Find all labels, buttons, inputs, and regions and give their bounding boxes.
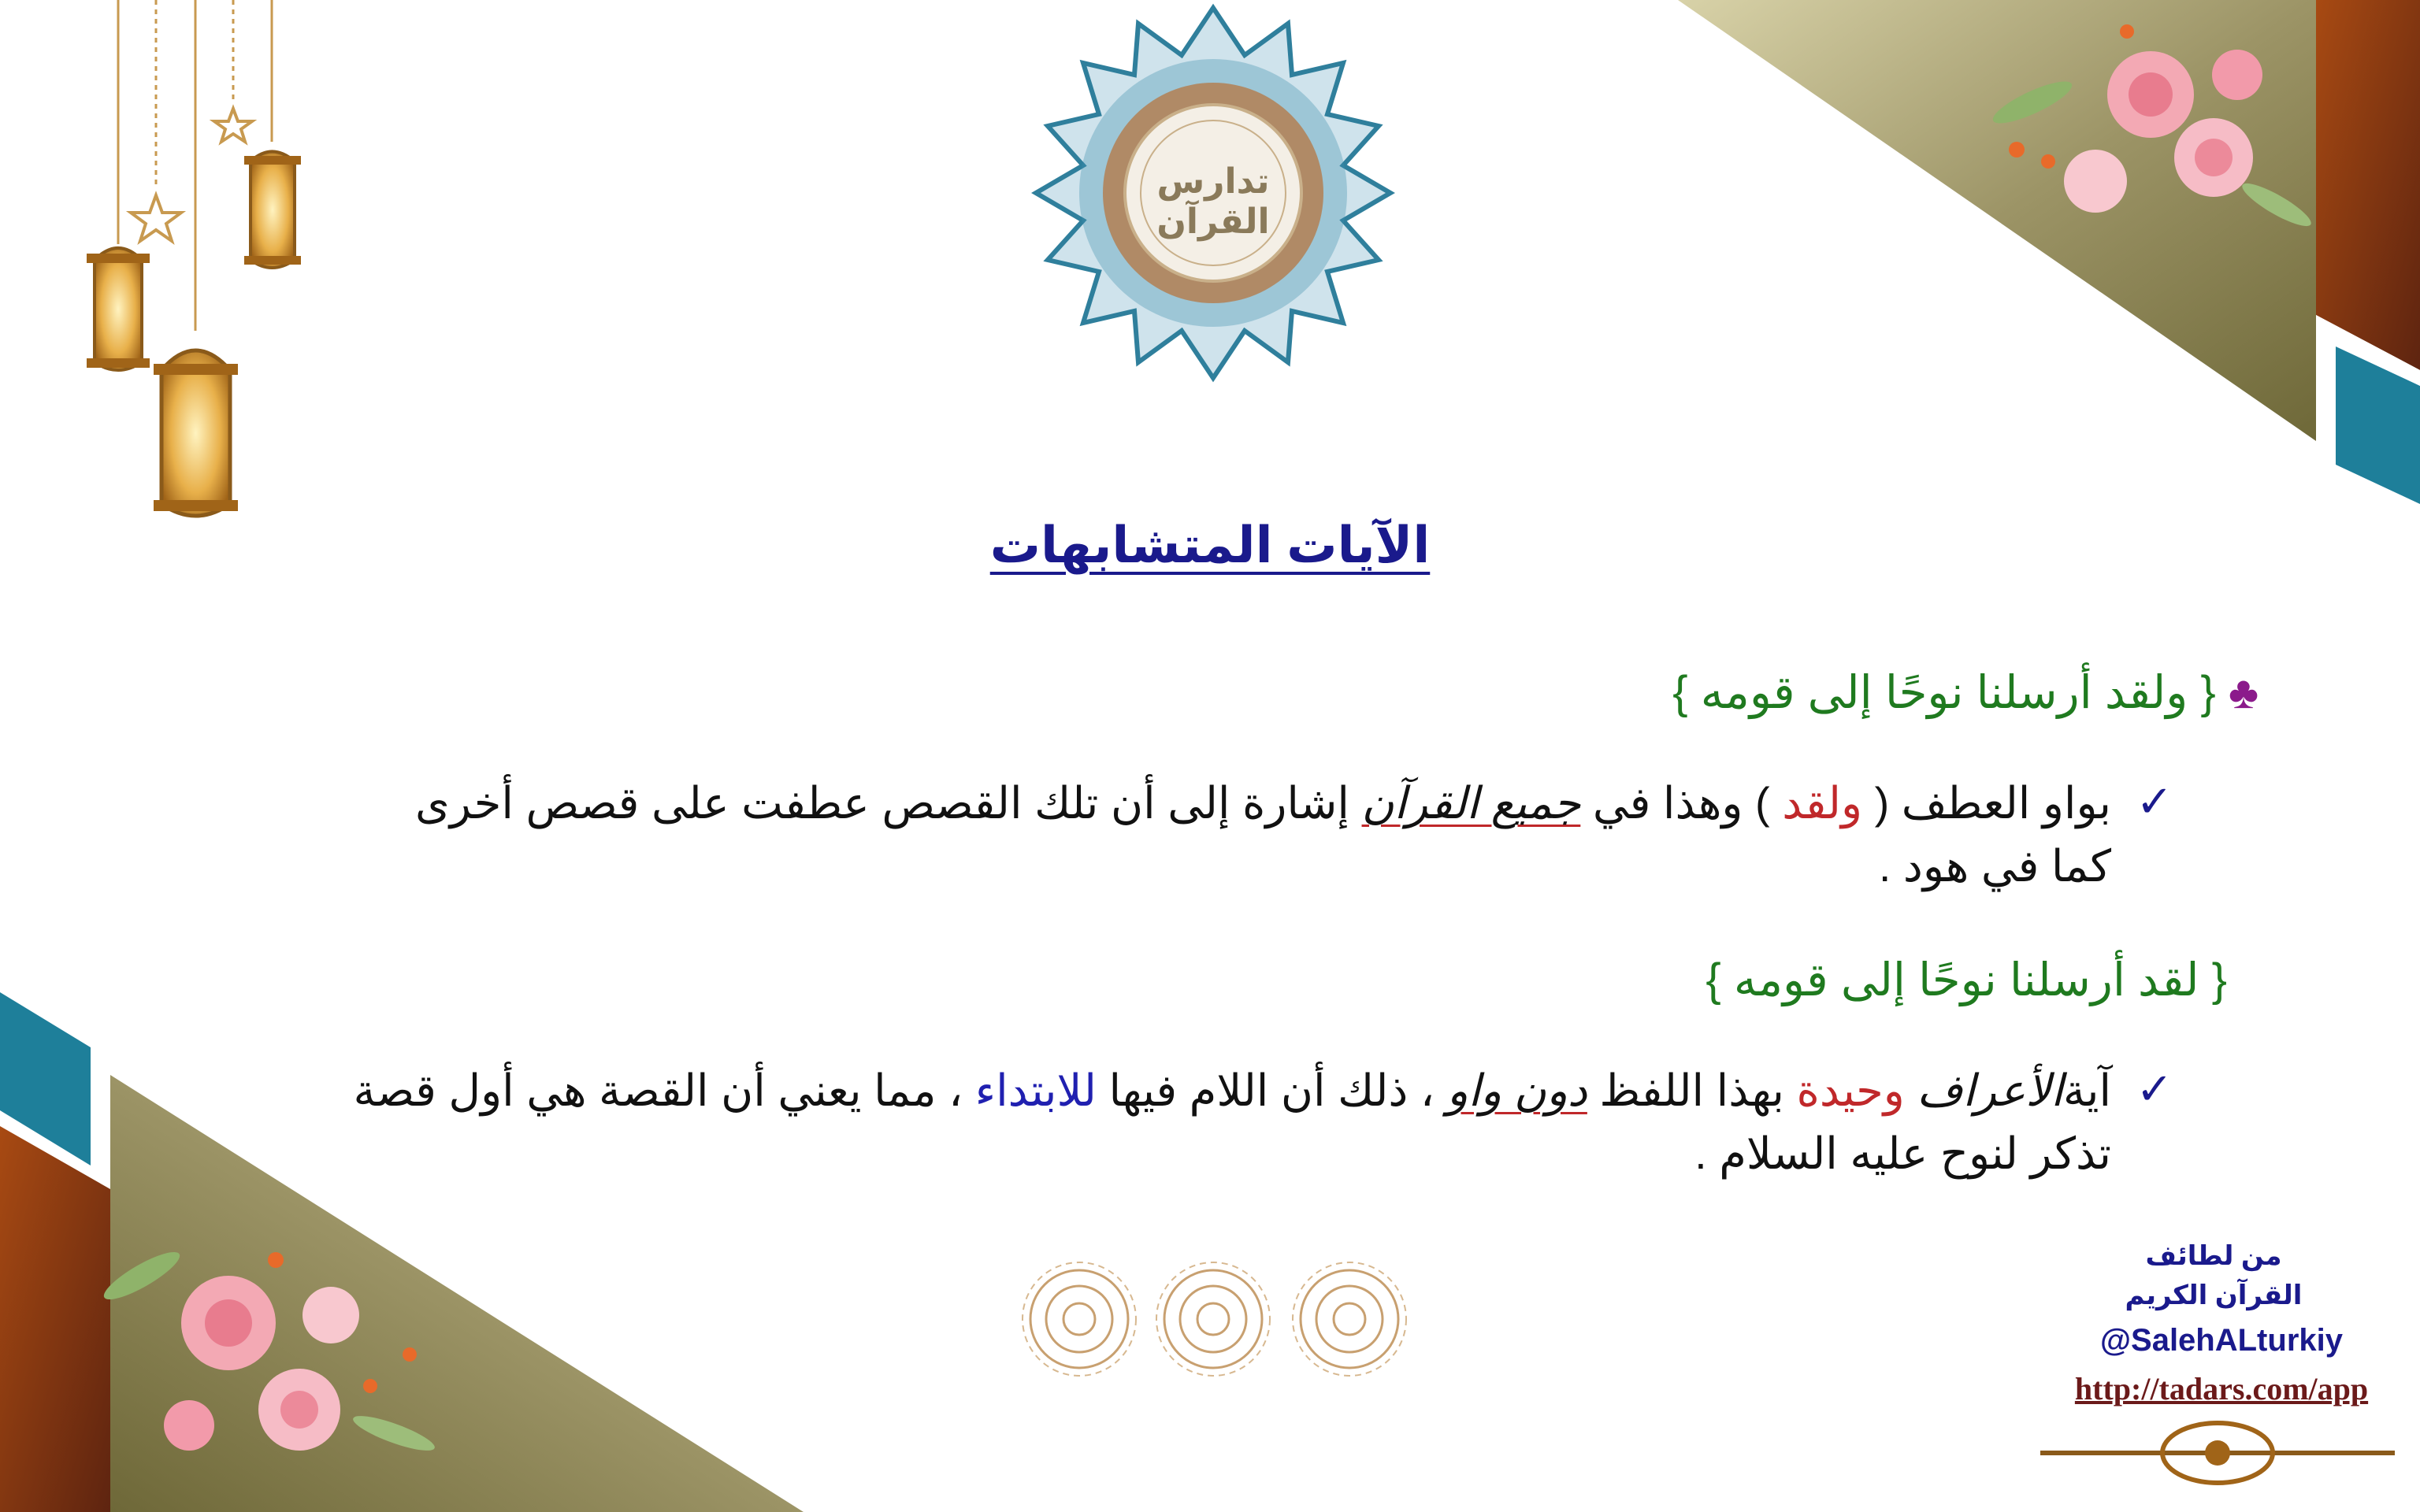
check-icon: ✓ (2136, 1064, 2173, 1114)
stars (131, 109, 252, 241)
p2-italic-aaraf: الأعراف (1917, 1065, 2063, 1115)
paragraph-1-line-2: كما في هود . (1878, 841, 2111, 891)
mandala-petals (1023, 1262, 1406, 1376)
credits-handle: @SalehALturkiy (2100, 1323, 2343, 1358)
lantern-left (87, 248, 150, 370)
verse-2: { لقد أرسلنا نوحًا إلى قومه } (1706, 954, 2227, 1006)
page-title: الآيات المتشابهات (989, 517, 1431, 573)
paragraph-1 (236, 772, 2111, 898)
p2-text-i: ، مما يعني أن القصة هي أول قصة (353, 1065, 975, 1115)
p1-underlined-all-quran: جميع القرآن (1361, 778, 1581, 828)
p2-underlined-without-waw: دون واو (1446, 1065, 1587, 1115)
p2-text-a: آية (2062, 1065, 2111, 1115)
separator-ornament (2040, 1423, 2395, 1483)
p1-keyword-wlaqad: ولقد (1782, 778, 1863, 828)
credits-url-link[interactable]: http://tadars.com/app (2074, 1371, 2369, 1406)
lantern-middle (154, 350, 238, 516)
emblem-inscription: تدارس القرآن (1156, 162, 1270, 241)
paragraph-2 (158, 1059, 2111, 1185)
mandala-ornaments (1030, 1270, 1398, 1368)
lantern-right (244, 152, 301, 269)
p2-text-g: ، ذلك أن اللام فيها (1097, 1065, 1447, 1115)
credits-line-2: القرآن الكريم (2125, 1280, 2303, 1310)
p1-text-c: ) وهذا في (1580, 778, 1783, 828)
p2-keyword-unique: وحيدة (1796, 1065, 1905, 1115)
p2-space (1905, 1065, 1917, 1115)
verse-1-text: { ولقد أرسلنا نوحًا إلى قومه } (1672, 667, 2216, 718)
p1-text-a: بواو العطف ( (1862, 778, 2111, 828)
p2-text-e: بهذا اللفظ (1587, 1065, 1797, 1115)
top-right-corner-decoration (1678, 0, 2420, 504)
p1-text-e: إشارة إلى أن تلك القصص عطفت على قصص أخرى (415, 778, 1362, 828)
paragraph-2-line-1 (158, 1059, 2111, 1122)
verse-1 (1672, 665, 2259, 719)
check-icon: ✓ (2136, 776, 2173, 826)
credits-line-1: من لطائف (2145, 1241, 2282, 1271)
p2-keyword-ibtida: للابتداء (974, 1065, 1097, 1115)
paragraph-2-line-2: تذكر لنوح عليه السلام . (1694, 1128, 2111, 1178)
club-bullet-icon: ♣ (2228, 667, 2259, 718)
paragraph-1-line-1 (236, 772, 2111, 835)
